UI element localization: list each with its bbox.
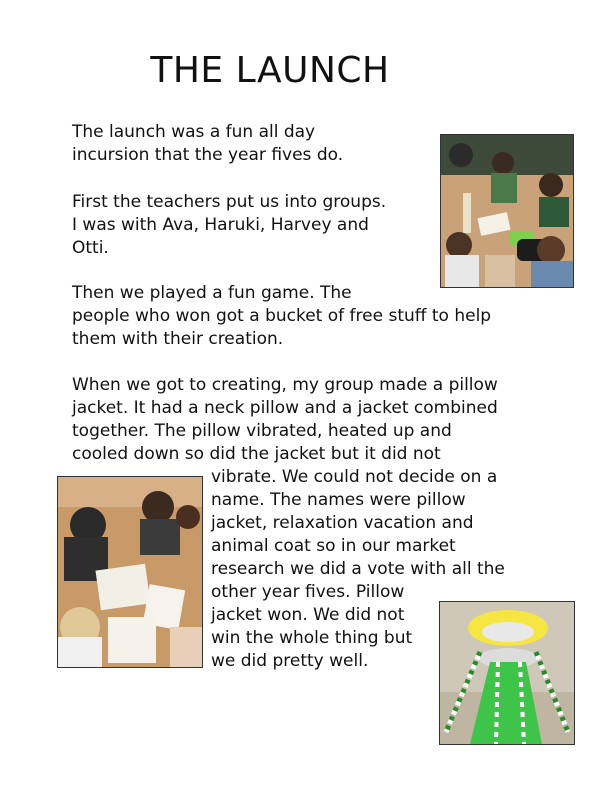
paragraph-game — [72, 282, 491, 351]
students-floor-photo — [57, 476, 203, 668]
text-line: win the whole thing but — [211, 628, 413, 648]
text-line: I was with Ava, Haruki, Harvey and — [72, 215, 369, 235]
paragraph-creating — [72, 374, 498, 466]
text-line: cooled down so did the jacket but it did not — [72, 444, 441, 464]
page-title: THE LAUNCH — [150, 50, 390, 91]
text-line: When we got to creating, my group made a pillow — [72, 375, 498, 395]
text-line: jacket. It had a neck pillow and a jacket combined — [72, 398, 498, 418]
text-line: jacket, relaxation vacation and — [211, 513, 474, 533]
text-line: them with their creation. — [72, 329, 284, 349]
text-line: we did pretty well. — [211, 651, 369, 671]
text-line: Otti. — [72, 238, 109, 258]
text-line: research we did a vote with all the — [211, 559, 505, 579]
text-line: incursion that the year fives do. — [72, 145, 344, 165]
text-line: vibrate. We could not decide on a — [211, 467, 498, 487]
text-line: Then we played a fun game. The — [72, 283, 352, 303]
paragraph-groups — [72, 191, 386, 260]
text-line: The launch was a fun all day — [72, 122, 316, 142]
pillow-jacket-photo — [439, 601, 575, 745]
paragraph-intro — [72, 121, 343, 167]
text-line: together. The pillow vibrated, heated up and — [72, 421, 452, 441]
classroom-photo — [440, 134, 574, 288]
text-line: jacket won. We did not — [211, 605, 405, 625]
text-line: First the teachers put us into groups. — [72, 192, 387, 212]
text-line: other year fives. Pillow — [211, 582, 405, 602]
text-line: people who won got a bucket of free stuff to help — [72, 306, 492, 326]
text-line: animal coat so in our market — [211, 536, 456, 556]
text-line: name. The names were pillow — [211, 490, 466, 510]
